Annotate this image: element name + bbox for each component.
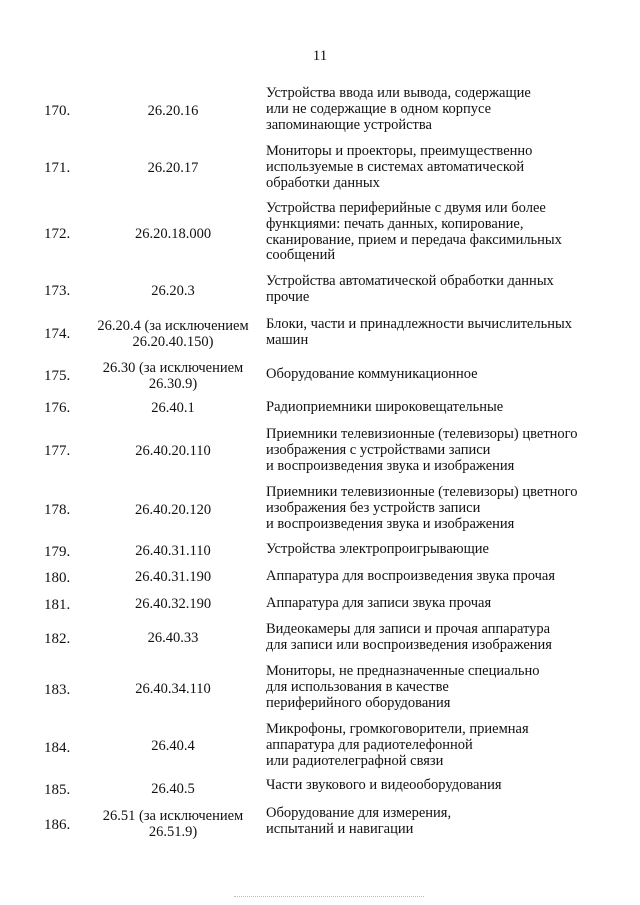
okpd-code	[84, 681, 262, 697]
row-description	[266, 664, 606, 711]
okpd-code	[84, 569, 262, 585]
code-line: 26.40.33	[147, 630, 199, 646]
okpd-code	[84, 103, 262, 119]
row-description	[266, 806, 606, 838]
row-number: 172.	[44, 226, 71, 242]
code-line: 26.20.4 (за исключением	[97, 318, 249, 334]
row-number: 179.	[44, 544, 71, 560]
scan-edge-mark	[234, 896, 424, 897]
okpd-code	[84, 543, 262, 559]
row-number: 182.	[44, 631, 71, 647]
description-line: аппаратура для радиотелефонной	[266, 736, 473, 753]
row-description	[266, 722, 606, 769]
description-line: Оборудование для измерения,	[266, 805, 452, 821]
description-line: Аппаратура для записи звука прочая	[266, 595, 492, 611]
description-line: Мониторы, не предназначенные специально	[266, 663, 540, 679]
code-line: 26.20.3	[151, 283, 195, 299]
row-number: 184.	[44, 740, 71, 756]
code-line: 26.20.18.000	[134, 226, 212, 242]
okpd-code	[84, 738, 262, 754]
okpd-code	[84, 808, 262, 840]
code-line: 26.40.5	[151, 781, 195, 797]
okpd-code	[84, 160, 262, 176]
row-number: 181.	[44, 597, 71, 613]
row-description	[266, 596, 606, 612]
description-line: Части звукового и видеооборудования	[266, 777, 502, 793]
row-number: 173.	[44, 283, 71, 299]
okpd-code	[84, 226, 262, 242]
row-description	[266, 144, 606, 191]
code-line: 26.40.1	[151, 400, 195, 416]
row-description	[266, 622, 606, 654]
okpd-code	[84, 502, 262, 518]
row-description	[266, 86, 606, 133]
description-line: машин	[266, 331, 309, 348]
description-line: Видеокамеры для записи и прочая аппаратура	[266, 621, 551, 637]
description-line: обработки данных	[266, 174, 380, 191]
row-description	[266, 485, 606, 532]
description-line: или не содержащие в одном корпусе	[266, 100, 492, 117]
row-number: 185.	[44, 782, 71, 798]
description-line: Блоки, части и принадлежности вычислительных	[266, 316, 572, 332]
description-line: периферийного оборудования	[266, 694, 451, 711]
description-line: Приемники телевизионные (телевизоры) цветного	[266, 484, 578, 500]
code-line: 26.20.17	[147, 160, 199, 176]
code-line: 26.30.9)	[148, 376, 198, 392]
code-line: 26.40.20.110	[135, 443, 211, 459]
code-line: 26.20.40.150)	[132, 334, 214, 350]
code-line: 26.30 (за исключением	[102, 360, 244, 376]
description-line: Устройства периферийные с двумя или более	[266, 200, 546, 216]
description-line: Устройства автоматической обработки данных	[266, 273, 554, 289]
description-line: для записи или воспроизведения изображения	[266, 636, 552, 653]
code-line: 26.40.4	[151, 738, 195, 754]
row-description	[266, 274, 606, 306]
row-number: 177.	[44, 443, 71, 459]
description-line: сообщений	[266, 247, 336, 264]
description-line: и воспроизведения звука и изображения	[266, 457, 515, 474]
row-number: 186.	[44, 817, 71, 833]
description-line: Мониторы и проекторы, преимущественно	[266, 143, 533, 159]
row-description	[266, 400, 606, 416]
okpd-code	[84, 781, 262, 797]
code-line: 26.40.31.110	[135, 543, 211, 559]
okpd-code	[84, 400, 262, 416]
description-line: изображения без устройств записи	[266, 499, 481, 516]
row-description	[266, 201, 606, 264]
code-line: 26.51 (за исключением	[102, 808, 244, 824]
description-line: Оборудование коммуникационное	[266, 366, 478, 382]
row-description	[266, 317, 606, 349]
code-line: 26.51.9)	[148, 824, 198, 840]
description-line: испытаний и навигации	[266, 820, 414, 837]
code-line: 26.40.20.120	[134, 502, 212, 518]
description-line: Микрофоны, громкоговорители, приемная	[266, 721, 529, 737]
row-description	[266, 569, 606, 585]
row-number: 176.	[44, 400, 71, 416]
description-line: Устройства электропроигрывающие	[266, 541, 489, 557]
okpd-code	[84, 318, 262, 350]
row-description	[266, 542, 606, 558]
description-line: сканирование, прием и передача факсимильных	[266, 231, 562, 248]
description-line: для использования в качестве	[266, 678, 449, 695]
okpd-code	[84, 630, 262, 646]
row-number: 178.	[44, 502, 71, 518]
row-description	[266, 367, 606, 383]
page-number: 11	[312, 48, 328, 64]
description-line: Аппаратура для воспроизведения звука прочая	[266, 568, 556, 584]
row-number: 170.	[44, 103, 71, 119]
row-number: 175.	[44, 368, 71, 384]
okpd-code	[84, 443, 262, 459]
code-line: 26.40.31.190	[134, 569, 212, 585]
okpd-code	[84, 360, 262, 392]
description-line: и воспроизведения звука и изображения	[266, 515, 515, 532]
okpd-code	[84, 596, 262, 612]
description-line: или радиотелеграфной связи	[266, 752, 444, 769]
code-line: 26.40.34.110	[135, 681, 211, 697]
code-line: 26.20.16	[147, 103, 199, 119]
row-description	[266, 778, 606, 794]
description-line: прочие	[266, 288, 310, 305]
description-line: Приемники телевизионные (телевизоры) цветного	[266, 426, 578, 442]
description-line: Радиоприемники широковещательные	[266, 399, 504, 415]
description-line: запоминающие устройства	[266, 116, 432, 133]
row-description	[266, 427, 606, 474]
row-number: 171.	[44, 160, 71, 176]
description-line: функциями: печать данных, копирование,	[266, 215, 524, 232]
row-number: 183.	[44, 682, 71, 698]
okpd-code	[84, 283, 262, 299]
description-line: изображения с устройствами записи	[266, 441, 491, 458]
description-line: Устройства ввода или вывода, содержащие	[266, 85, 531, 101]
code-line: 26.40.32.190	[134, 596, 212, 612]
row-number: 174.	[44, 326, 71, 342]
row-number: 180.	[44, 570, 71, 586]
description-line: используемые в системах автоматической	[266, 158, 525, 175]
